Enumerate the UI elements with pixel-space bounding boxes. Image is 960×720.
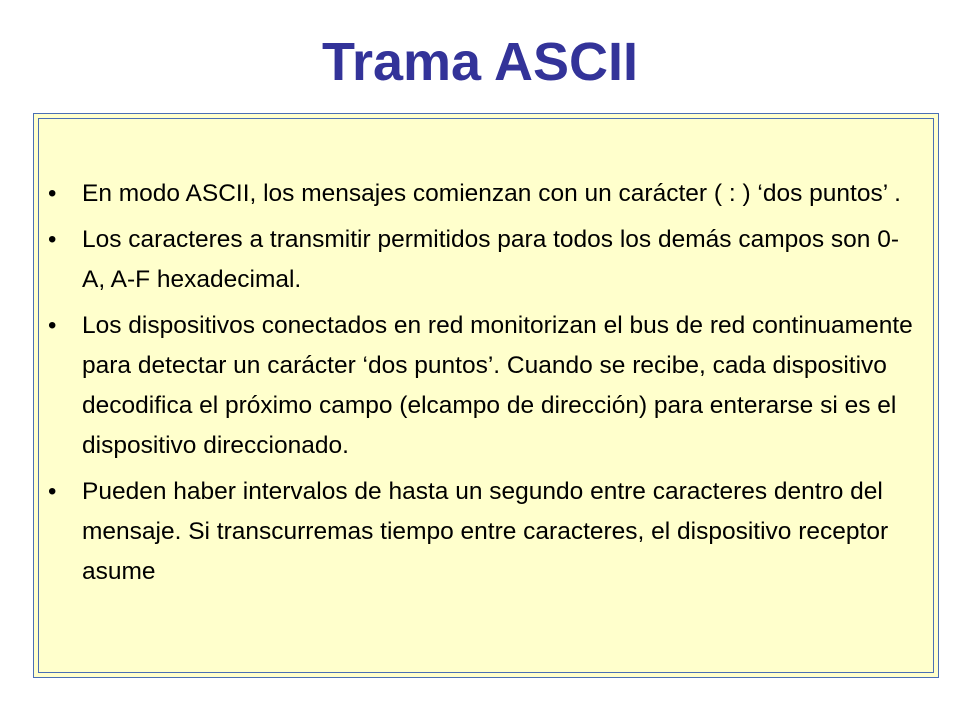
bullet-item-1 [34,174,914,214]
bullet-icon: • [48,312,57,339]
bullet-list [34,174,914,598]
bullet-text: Pueden haber intervalos de hasta un segundo entre caracteres dentro del mensaje. Si transcurremas tiempo entre caracteres, el dispositivo receptor asume [82,478,889,585]
bullet-icon: • [48,226,57,253]
bullet-icon: • [48,478,57,505]
bullet-icon: • [48,180,57,207]
slide-title: Trama ASCII [321,32,639,92]
bullet-item-2 [34,220,914,300]
bullet-item-4 [34,472,914,592]
bullet-text: Los caracteres a transmitir permitidos para todos los demás campos son 0-A, A-F hexadecimal. [82,226,900,293]
bullet-text: Los dispositivos conectados en red monitorizan el bus de red continuamente para detectar un carácter ‘dos puntos’. Cuando se recibe, cada dispositivo decodifica el próximo campo (elcampo de dirección) para enterarse si es el dispositivo direccionado. [82,312,913,459]
bullet-item-3 [34,306,914,466]
bullet-text: En modo ASCII, los mensajes comienzan con un carácter ( : ) ‘dos puntos’ . [82,180,901,207]
content-box [33,113,939,678]
